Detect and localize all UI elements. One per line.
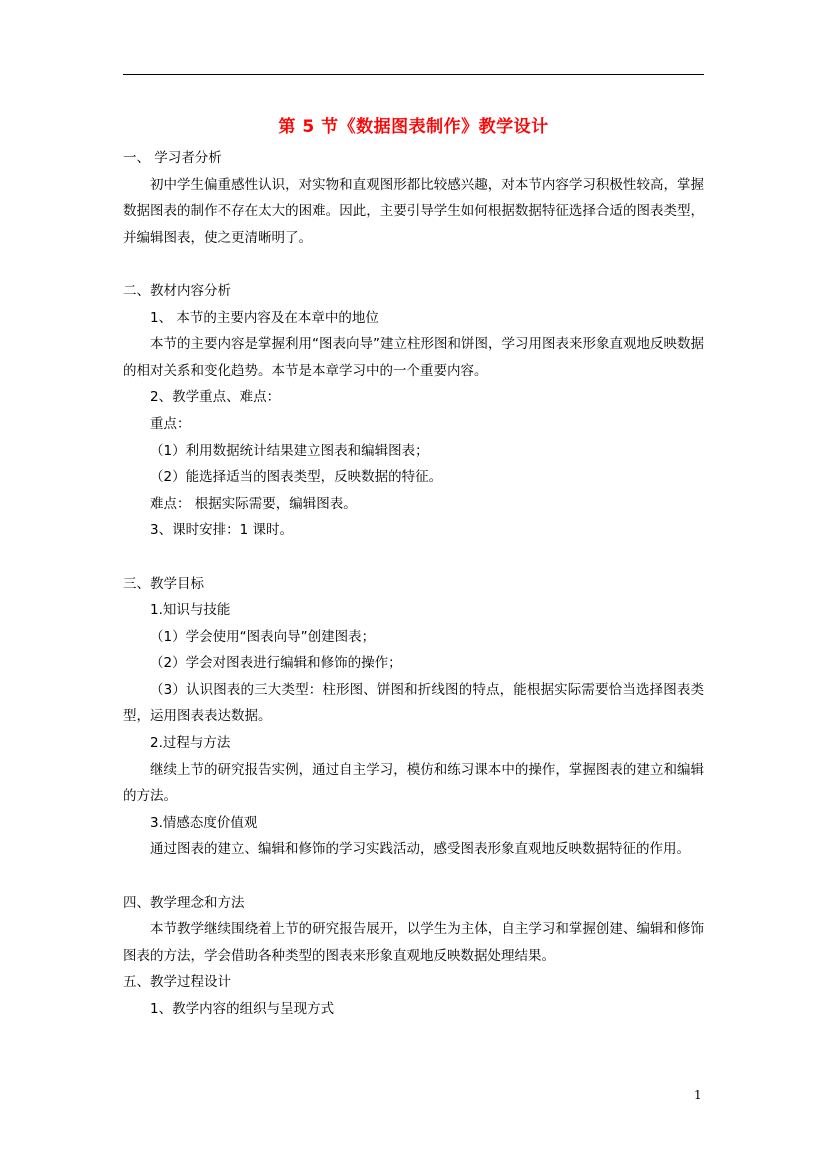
- paragraph: 继续上节的研究报告实例，通过自主学习，模仿和练习课本中的操作，掌握图表的建立和编辑的方法。: [123, 761, 704, 805]
- blank-line: [123, 544, 704, 571]
- section-heading-4: 四、教学理念和方法: [123, 894, 245, 911]
- subheading: 1、教学内容的组织与呈现方式: [150, 1001, 335, 1017]
- key-points-label: 重点：: [150, 415, 191, 432]
- subheading: 1.知识与技能: [150, 602, 231, 619]
- section-heading-2: 二、教材内容分析: [123, 282, 231, 299]
- key-point-item: （1）利用数据统计结果建立图表和编辑图表；: [150, 442, 429, 459]
- header-rule: [123, 74, 704, 75]
- section-heading-3: 三、教学目标: [123, 575, 204, 592]
- section-heading-5: 五、教学过程设计: [123, 974, 231, 991]
- objective-item: （1）学会使用“图表向导”创建图表；: [150, 628, 376, 645]
- page-number: 1: [694, 1088, 702, 1102]
- section-heading-1: 一、 学习者分析: [123, 150, 222, 166]
- subheading: 3.情感态度价值观: [150, 814, 258, 831]
- subheading: 1、 本节的主要内容及在本章中的地位: [150, 309, 379, 326]
- difficult-point: 难点： 根据实际需要，编辑图表。: [150, 495, 357, 512]
- paragraph: 初中学生偏重感性认识，对实物和直观图形都比较感兴趣，对本节内容学习积极性较高，掌握数据图表的制作不存在太大的困难。因此，主要引导学生如何根据数据特征选择合适的图表类型，并编辑图表，使之更清晰明了。: [123, 176, 704, 246]
- blank-line: [123, 251, 704, 278]
- paragraph: 本节教学继续围绕着上节的研究报告展开，以学生为主体，自主学习和掌握创建、编辑和修饰图表的方法，学会借助各种类型的图表来形象直观地反映数据处理结果。: [123, 921, 704, 964]
- paragraph: 本节的主要内容是掌握利用“图表向导”建立柱形图和饼图，学习用图表来形象直观地反映数据的相对关系和变化趋势。本节是本章学习中的一个重要内容。: [123, 336, 704, 379]
- key-point-item: （2）能选择适当的图表类型，反映数据的特征。: [150, 469, 443, 486]
- objective-item: （3）认识图表的三大类型：柱形图、饼图和折线图的特点，能根据实际需要恰当选择图表类型，运用图表表达数据。: [123, 681, 704, 725]
- paragraph: 通过图表的建立、编辑和修饰的学习实践活动，感受图表形象直观地反映数据特征的作用。: [150, 841, 690, 858]
- objective-item: （2）学会对图表进行编辑和修饰的操作；: [150, 655, 402, 672]
- blank-line: [123, 863, 704, 890]
- subheading: 3、课时安排：1 课时。: [150, 522, 293, 539]
- document-title: 第 5 节《数据图表制作》教学设计: [278, 117, 549, 137]
- subheading: 2.过程与方法: [150, 735, 231, 752]
- subheading: 2、教学重点、难点：: [150, 389, 281, 406]
- document-body: [123, 145, 704, 1023]
